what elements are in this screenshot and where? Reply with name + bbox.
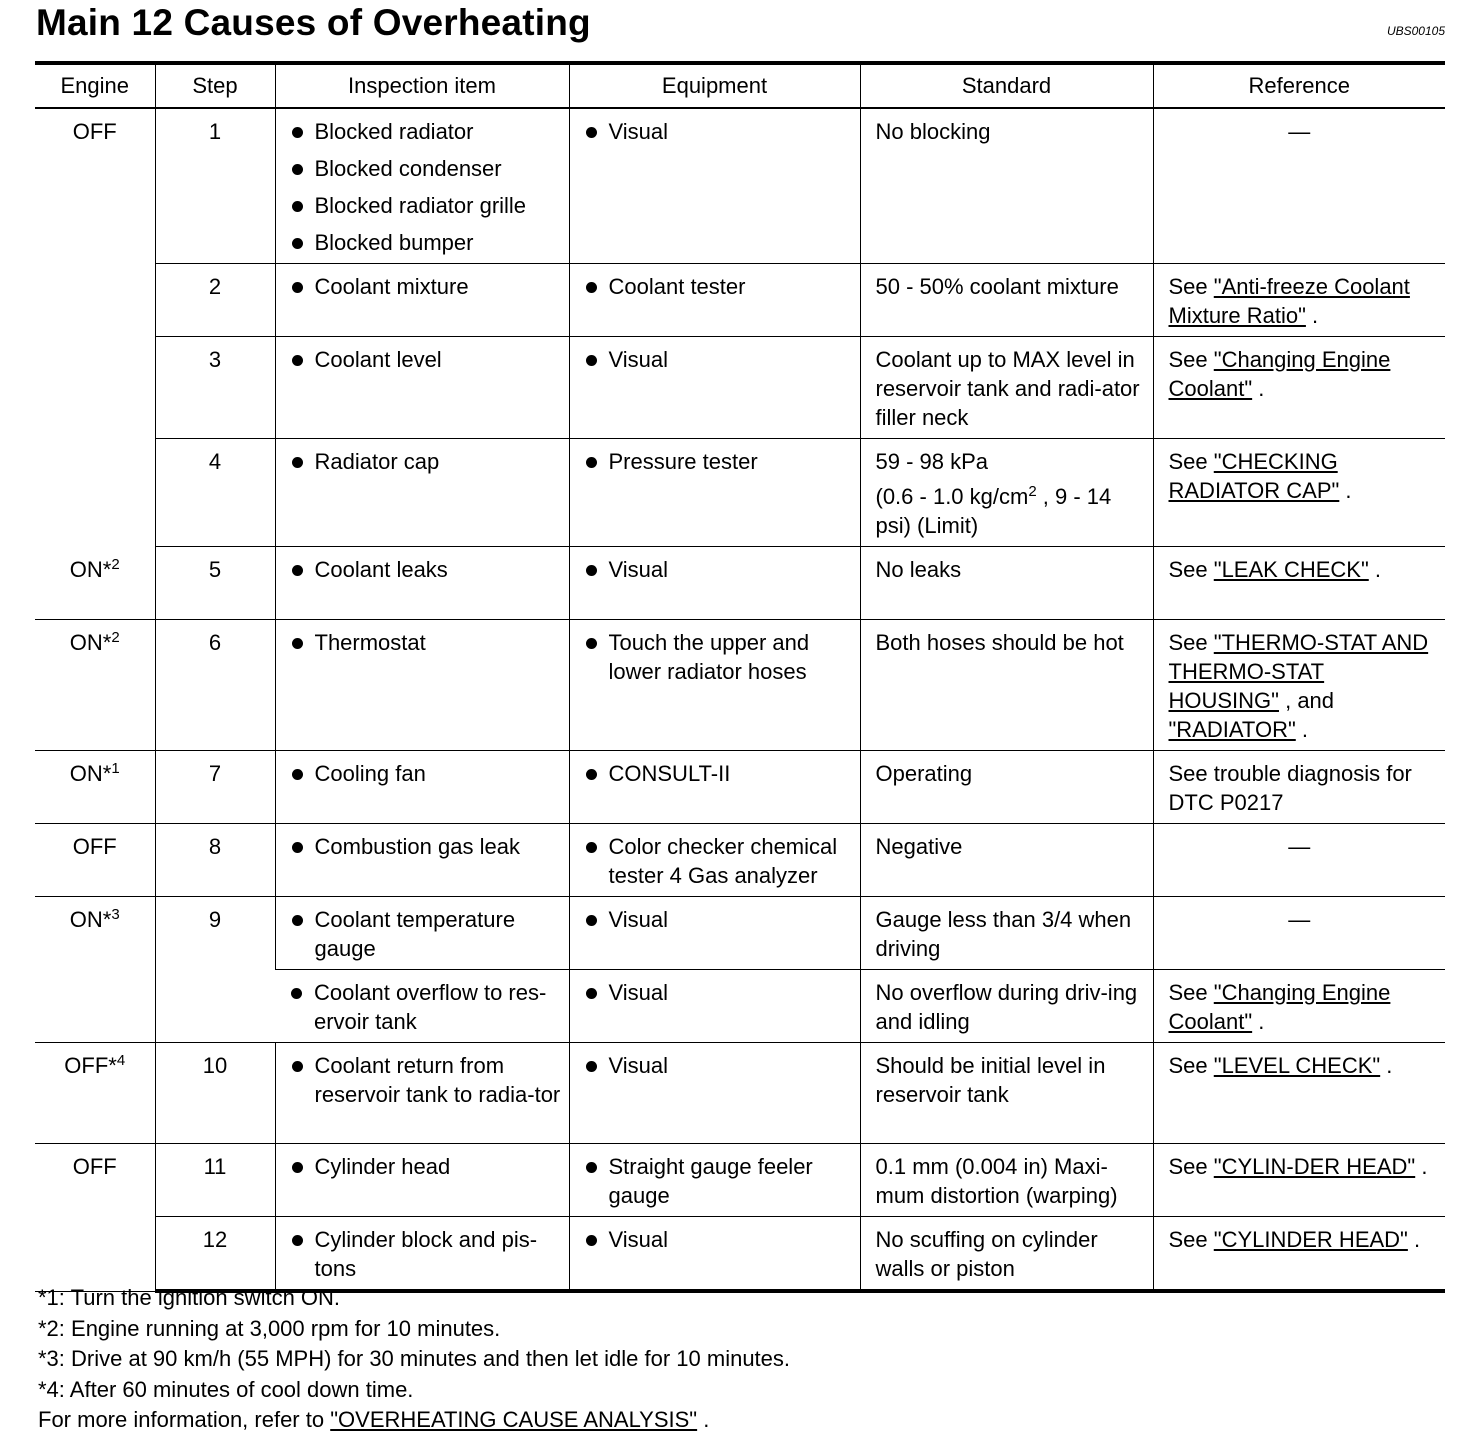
table-row (35, 897, 1445, 970)
footnote: *1: Turn the ignition switch ON. (38, 1285, 341, 1310)
standard-cell: Both hoses should be hot (860, 620, 1153, 751)
overheating-analysis-link[interactable]: "OVERHEATING CAUSE ANALYSIS" (330, 1407, 698, 1432)
inspection-item-cell: Cylinder head (275, 1144, 569, 1217)
step-cell: 8 (155, 824, 275, 897)
step-cell: 9 (155, 897, 275, 1043)
step-cell: 2 (155, 264, 275, 337)
inspection-item-cell (275, 108, 569, 264)
inspection-item-cell: Radiator cap (275, 439, 569, 547)
engine-cell: ON*$^1$ (35, 751, 155, 824)
table-row (35, 439, 1445, 547)
engine-cell: OFF (72, 119, 117, 144)
inspection-item-cell: Coolant temperature gauge (275, 897, 569, 970)
standard-cell: Operating (860, 751, 1153, 824)
equipment-cell: Visual (569, 547, 860, 620)
reference-link[interactable]: "CYLIN-DER HEAD" (1213, 1154, 1416, 1179)
equipment-cell: Visual (569, 897, 860, 970)
step-cell: 12 (155, 1217, 275, 1292)
engine-cell: ON*$^3$ (69, 906, 120, 932)
reference-link[interactable]: "THERMO-STAT AND THERMO-STAT HOUSING" (1168, 630, 1429, 713)
footnote: *4: After 60 minutes of cool down time. (38, 1376, 414, 1402)
table-row (35, 1144, 1445, 1217)
step-cell: 11 (155, 1144, 275, 1217)
standard-cell: No scuffing on cylinder walls or piston (860, 1217, 1153, 1292)
reference-cell: — (1153, 897, 1445, 970)
standard-cell: No overflow during driv-ing and idling (860, 970, 1153, 1043)
step-cell: 7 (155, 751, 275, 824)
engine-cell: OFF (35, 824, 155, 897)
reference-link[interactable]: "RADIATOR" (1168, 717, 1296, 742)
reference-cell: See "CYLIN-DER HEAD" . (1153, 1144, 1445, 1217)
step-cell: 3 (155, 337, 275, 439)
standard-cell: Negative (860, 824, 1153, 897)
overheating-causes-table (35, 61, 1445, 1293)
more-info-line: For more information, refer to "OVERHEATING CAUSE ANALYSIS" . (38, 1407, 710, 1432)
footnotes (38, 1283, 790, 1436)
equipment-cell: Visual (569, 1043, 860, 1144)
reference-cell: See "CYLINDER HEAD" . (1153, 1217, 1445, 1292)
reference-cell: See "THERMO-STAT AND THERMO-STAT HOUSING" , and "RADIATOR" . (1153, 620, 1445, 751)
standard-cell: Gauge less than 3/4 when driving (860, 897, 1153, 970)
equipment-cell: Touch the upper and lower radiator hoses (569, 620, 860, 751)
inspection-item: Blocked radiator (291, 117, 561, 146)
table-header-row (35, 63, 1445, 108)
inspection-item-cell: Coolant overflow to res-ervoir tank (275, 970, 569, 1043)
step-cell: 5 (155, 547, 275, 620)
table-row (35, 547, 1445, 620)
reference-cell: See trouble diagnosis for DTC P0217 (1153, 751, 1445, 824)
equipment-cell: Straight gauge feeler gauge (569, 1144, 860, 1217)
reference-link[interactable]: "Changing Engine Coolant" (1168, 980, 1391, 1034)
step-cell: 1 (155, 108, 275, 264)
table-row (35, 824, 1445, 897)
reference-link[interactable]: "CHECKING RADIATOR CAP" (1168, 449, 1340, 503)
header-standard: Standard (860, 63, 1153, 108)
standard-cell: 0.1 mm (0.004 in) Maxi-mum distortion (warping) (860, 1144, 1153, 1217)
reference-cell: — (1153, 824, 1445, 897)
inspection-item: Blocked bumper (291, 228, 561, 257)
table-row (35, 751, 1445, 824)
standard-cell: No blocking (860, 108, 1153, 264)
inspection-item-cell: Combustion gas leak (275, 824, 569, 897)
header-equipment: Equipment (569, 63, 860, 108)
reference-cell: See "Changing Engine Coolant" . (1153, 970, 1445, 1043)
table-row (35, 1217, 1445, 1292)
standard-cell: 50 - 50% coolant mixture (860, 264, 1153, 337)
reference-link[interactable]: "Anti-freeze Coolant Mixture Ratio" (1168, 274, 1410, 328)
equipment-cell: Visual (569, 337, 860, 439)
equipment-cell: CONSULT-II (569, 751, 860, 824)
header-reference: Reference (1153, 63, 1445, 108)
equipment-cell: Coolant tester (569, 264, 860, 337)
table-row (35, 337, 1445, 439)
reference-cell: See "LEVEL CHECK" . (1153, 1043, 1445, 1144)
step-cell: 6 (155, 620, 275, 751)
reference-cell: — (1153, 108, 1445, 264)
standard-cell: Coolant up to MAX level in reservoir tank and radi-ator filler neck (860, 337, 1153, 439)
reference-link[interactable]: "LEVEL CHECK" (1213, 1053, 1381, 1078)
reference-cell: See "Changing Engine Coolant" . (1153, 337, 1445, 439)
document-code: UBS00105 (1386, 24, 1445, 38)
inspection-item-cell: Coolant mixture (275, 264, 569, 337)
footnote: *3: Drive at 90 km/h (55 MPH) for 30 minutes and then let idle for 10 minutes. (38, 1346, 791, 1371)
reference-cell: See "LEAK CHECK" . (1153, 547, 1445, 620)
equipment-cell: Pressure tester (569, 439, 860, 547)
reference-link[interactable]: "LEAK CHECK" (1213, 557, 1369, 582)
inspection-item-cell: Coolant return from reservoir tank to radia-tor (275, 1043, 569, 1144)
engine-cell: ON*$^2$ (35, 620, 155, 751)
inspection-item: Blocked radiator grille (291, 191, 561, 220)
step-cell: 4 (155, 439, 275, 547)
standard-cell: 59 - 98 kPa (0.6 - 1.0 $kg/cm^2$ , 9 - 14 psi) (Limit) (860, 439, 1153, 547)
inspection-item-cell: Cooling fan (275, 751, 569, 824)
reference-link[interactable]: "Changing Engine Coolant" (1168, 347, 1391, 401)
reference-cell: See "CHECKING RADIATOR CAP" . (1153, 439, 1445, 547)
equipment-cell: Visual (569, 970, 860, 1043)
equipment-cell: Visual (569, 108, 860, 264)
table-row (35, 108, 1445, 264)
inspection-item-cell: Coolant level (275, 337, 569, 439)
inspection-item-cell: Cylinder block and pis-tons (275, 1217, 569, 1292)
engine-cell: OFF (35, 1144, 155, 1292)
table-row (35, 620, 1445, 751)
reference-link[interactable]: "CYLINDER HEAD" (1213, 1227, 1408, 1252)
inspection-item-cell: Thermostat (275, 620, 569, 751)
engine-cell: OFF*$^4$ (35, 1043, 155, 1144)
page-title: Main 12 Causes of Overheating (36, 2, 591, 43)
footnote: *2: Engine running at 3,000 rpm for 10 minutes. (38, 1315, 501, 1341)
step-cell: 10 (155, 1043, 275, 1144)
reference-cell: See "Anti-freeze Coolant Mixture Ratio" . (1153, 264, 1445, 337)
table-row (35, 1043, 1445, 1144)
engine-cell: ON*$^2$ (35, 547, 155, 620)
inspection-item-cell: Coolant leaks (275, 547, 569, 620)
standard-cell: No leaks (860, 547, 1153, 620)
header-inspection-item: Inspection item (275, 63, 569, 108)
header-step: Step (155, 63, 275, 108)
equipment-cell: Color checker chemical tester 4 Gas analyzer (569, 824, 860, 897)
header-engine: Engine (35, 63, 155, 108)
standard-cell: Should be initial level in reservoir tank (860, 1043, 1153, 1144)
inspection-item: Blocked condenser (291, 154, 561, 183)
equipment-cell: Visual (569, 1217, 860, 1292)
table-row (35, 264, 1445, 337)
